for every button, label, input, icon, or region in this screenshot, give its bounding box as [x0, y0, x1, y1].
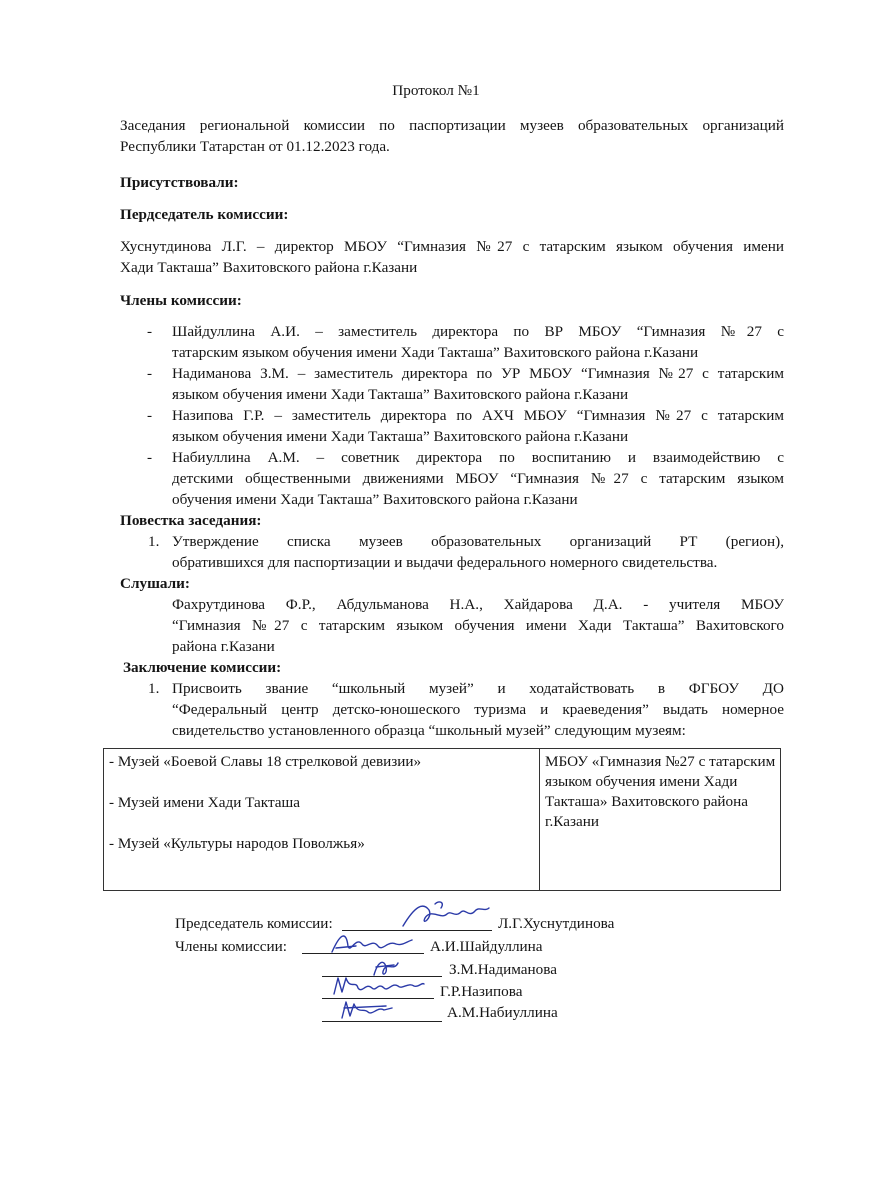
heard-line-2: “Гимназия №27 с татарским языком обучения имени Хади Такташа” Вахитовского	[172, 617, 784, 634]
member-4-line-1: Набиуллина А.М. – советник директора по воспитанию и взаимодействию с	[172, 449, 784, 466]
member-2-line-2: языком обучения имени Хади Такташа” Вахитовского района г.Казани	[172, 386, 629, 403]
chair-line-2: Хади Такташа” Вахитовского района г.Казани	[120, 259, 418, 276]
sig-member-3-name: Г.Р.Назипова	[440, 983, 523, 1000]
conclusion-line-1: Присвоить звание “школьный музей” и ходатайствовать в ФГБОУ ДО	[172, 680, 784, 697]
agenda-line-1: Утверждение списка музеев образовательных организаций РТ (регион),	[172, 533, 784, 550]
page-title: Протокол №1	[392, 82, 480, 99]
agenda-line-2: обратившихся для паспортизации и выдачи федерального номерного свидетельства.	[172, 554, 718, 571]
member-3-line-2: языком обучения имени Хади Такташа” Вахитовского района г.Казани	[172, 428, 629, 445]
member-dash: -	[147, 407, 153, 424]
museum-item: - Музей «Боевой Славы 18 стрелковой девизии»	[109, 753, 422, 770]
signature-member-4-icon	[336, 996, 396, 1026]
school-name: МБОУ «Гимназия №27 с татарским языком обучения имени Хади Такташа» Вахитовского района г.Казани	[545, 753, 776, 830]
member-1-line-1: Шайдуллина А.И. – заместитель директора по ВР МБОУ “Гимназия №27 с	[172, 323, 784, 340]
member-1-line-2: татарским языком обучения имени Хади Такташа” Вахитовского района г.Казани	[172, 344, 699, 361]
chair-line-1: Хуснутдинова Л.Г. – директор МБОУ “Гимназия №27 с татарским языком обучения имени	[120, 238, 784, 255]
museums-cell	[104, 749, 540, 891]
member-dash: -	[147, 365, 153, 382]
member-4-line-2: детскими общественными движениями МБОУ “Гимназия №27 с татарским языком	[172, 470, 784, 487]
agenda-heading: Повестка заседания:	[120, 512, 262, 529]
intro-line-1: Заседания региональной комиссии по паспортизации музеев образовательных организаций	[120, 117, 784, 134]
chair-heading: Пердседатель комиссии:	[120, 206, 289, 223]
member-2-line-1: Надиманова З.М. – заместитель директора по УР МБОУ “Гимназия №27 с татарским	[172, 365, 784, 382]
museums-table	[103, 748, 781, 891]
heard-line-3: района г.Казани	[172, 638, 275, 655]
sig-chair-name: Л.Г.Хуснутдинова	[498, 915, 615, 932]
intro-line-2: Республики Татарстан от 01.12.2023 года.	[120, 138, 390, 155]
sig-chair-label: Председатель комиссии:	[175, 915, 333, 932]
member-4-line-3: обучения имени Хади Такташа” Вахитовского района г.Казани	[172, 491, 578, 508]
sig-member-2-name: З.М.Надиманова	[449, 961, 557, 978]
heard-heading: Слушали:	[120, 575, 190, 592]
agenda-number: 1.	[148, 533, 160, 550]
member-3-line-1: Назипова Г.Р. – заместитель директора по АХЧ МБОУ “Гимназия №27 с татарским	[172, 407, 784, 424]
conclusion-line-3: свидетельство установленного образца “школьный музей” следующим музеям:	[172, 722, 686, 739]
member-dash: -	[147, 323, 153, 340]
member-dash: -	[147, 449, 153, 466]
museum-item: - Музей «Культуры народов Поволжья»	[109, 835, 365, 852]
table-row	[104, 749, 781, 891]
conclusion-heading: Заключение комиссии:	[123, 659, 282, 676]
sig-member-1-name: А.И.Шайдуллина	[430, 938, 543, 955]
school-cell	[540, 749, 781, 891]
conclusion-number: 1.	[148, 680, 160, 697]
heard-line-1: Фахрутдинова Ф.Р., Абдульманова Н.А., Хайдарова Д.А. - учителя МБОУ	[172, 596, 784, 613]
members-heading: Члены комиссии:	[120, 292, 242, 309]
museum-item: - Музей имени Хади Такташа	[109, 794, 300, 811]
conclusion-line-2: “Федеральный центр детско-юношеского туризма и краеведения” выдать номерное	[172, 701, 784, 718]
sig-members-label: Члены комиссии:	[175, 938, 287, 955]
sig-member-4-name: А.М.Набиуллина	[447, 1004, 558, 1021]
present-heading: Присутствовали:	[120, 174, 239, 191]
